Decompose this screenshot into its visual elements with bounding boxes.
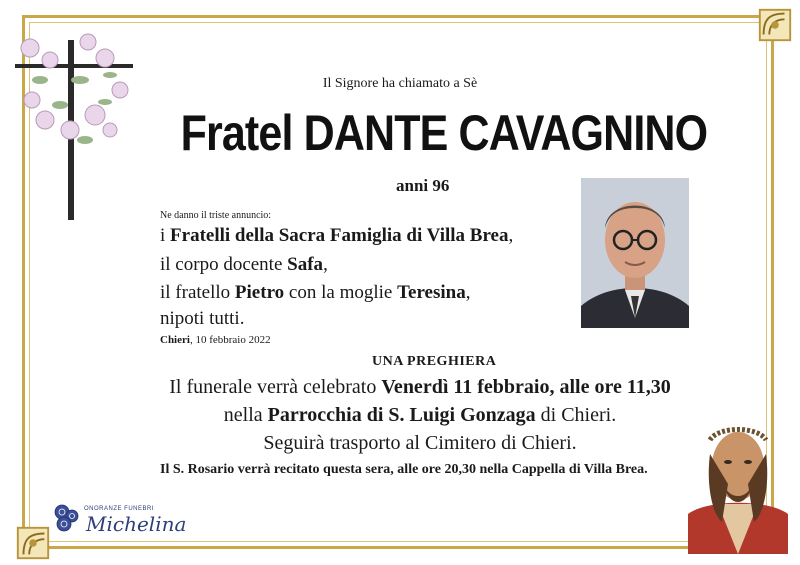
age: anni 96 bbox=[396, 176, 450, 195]
prayer-heading: UNA PREGHIERA bbox=[372, 354, 497, 369]
deceased-name: Fratel DANTE CAVAGNINO bbox=[180, 105, 708, 161]
logo-name: Michelina bbox=[86, 512, 187, 536]
cross-with-roses-icon bbox=[10, 20, 140, 225]
funeral-line-3: Seguirà trasporto al Cimitero di Chieri. bbox=[263, 432, 577, 454]
rosary-notice: Il S. Rosario verrà recitato questa sera, alle ore 20,30 nella Cappella di Villa Brea. bbox=[160, 462, 648, 477]
mourner-line-4: nipoti tutti. bbox=[160, 308, 245, 329]
funeral-line-2: nella Parrocchia di S. Luigi Gonzaga di Chieri. bbox=[223, 404, 617, 426]
funeral-line-1: Il funerale verrà celebrato Venerdì 11 febbraio, alle ore 11,30 bbox=[169, 376, 671, 398]
place-date: Chieri, 10 febbraio 2022 bbox=[160, 334, 271, 346]
mourner-line-3: il fratello Pietro con la moglie Teresina, bbox=[160, 282, 471, 303]
logo-tagline: ONORANZE FUNEBRI bbox=[84, 506, 155, 512]
announcement-intro: Ne danno il triste annuncio: bbox=[160, 210, 272, 221]
funeral-home-logo bbox=[52, 500, 202, 540]
subtitle: Il Signore ha chiamato a Sè bbox=[322, 76, 478, 91]
ornament-corner-icon bbox=[756, 6, 794, 44]
deceased-portrait-photo bbox=[581, 178, 689, 328]
mourner-line-2: il corpo docente Safa, bbox=[160, 254, 328, 275]
jesus-crown-thorns-image bbox=[688, 404, 788, 554]
mourner-line-1: i Fratelli della Sacra Famiglia di Villa Brea, bbox=[160, 225, 514, 246]
roses-logo-icon bbox=[52, 502, 82, 536]
ornament-corner-icon bbox=[14, 524, 52, 562]
